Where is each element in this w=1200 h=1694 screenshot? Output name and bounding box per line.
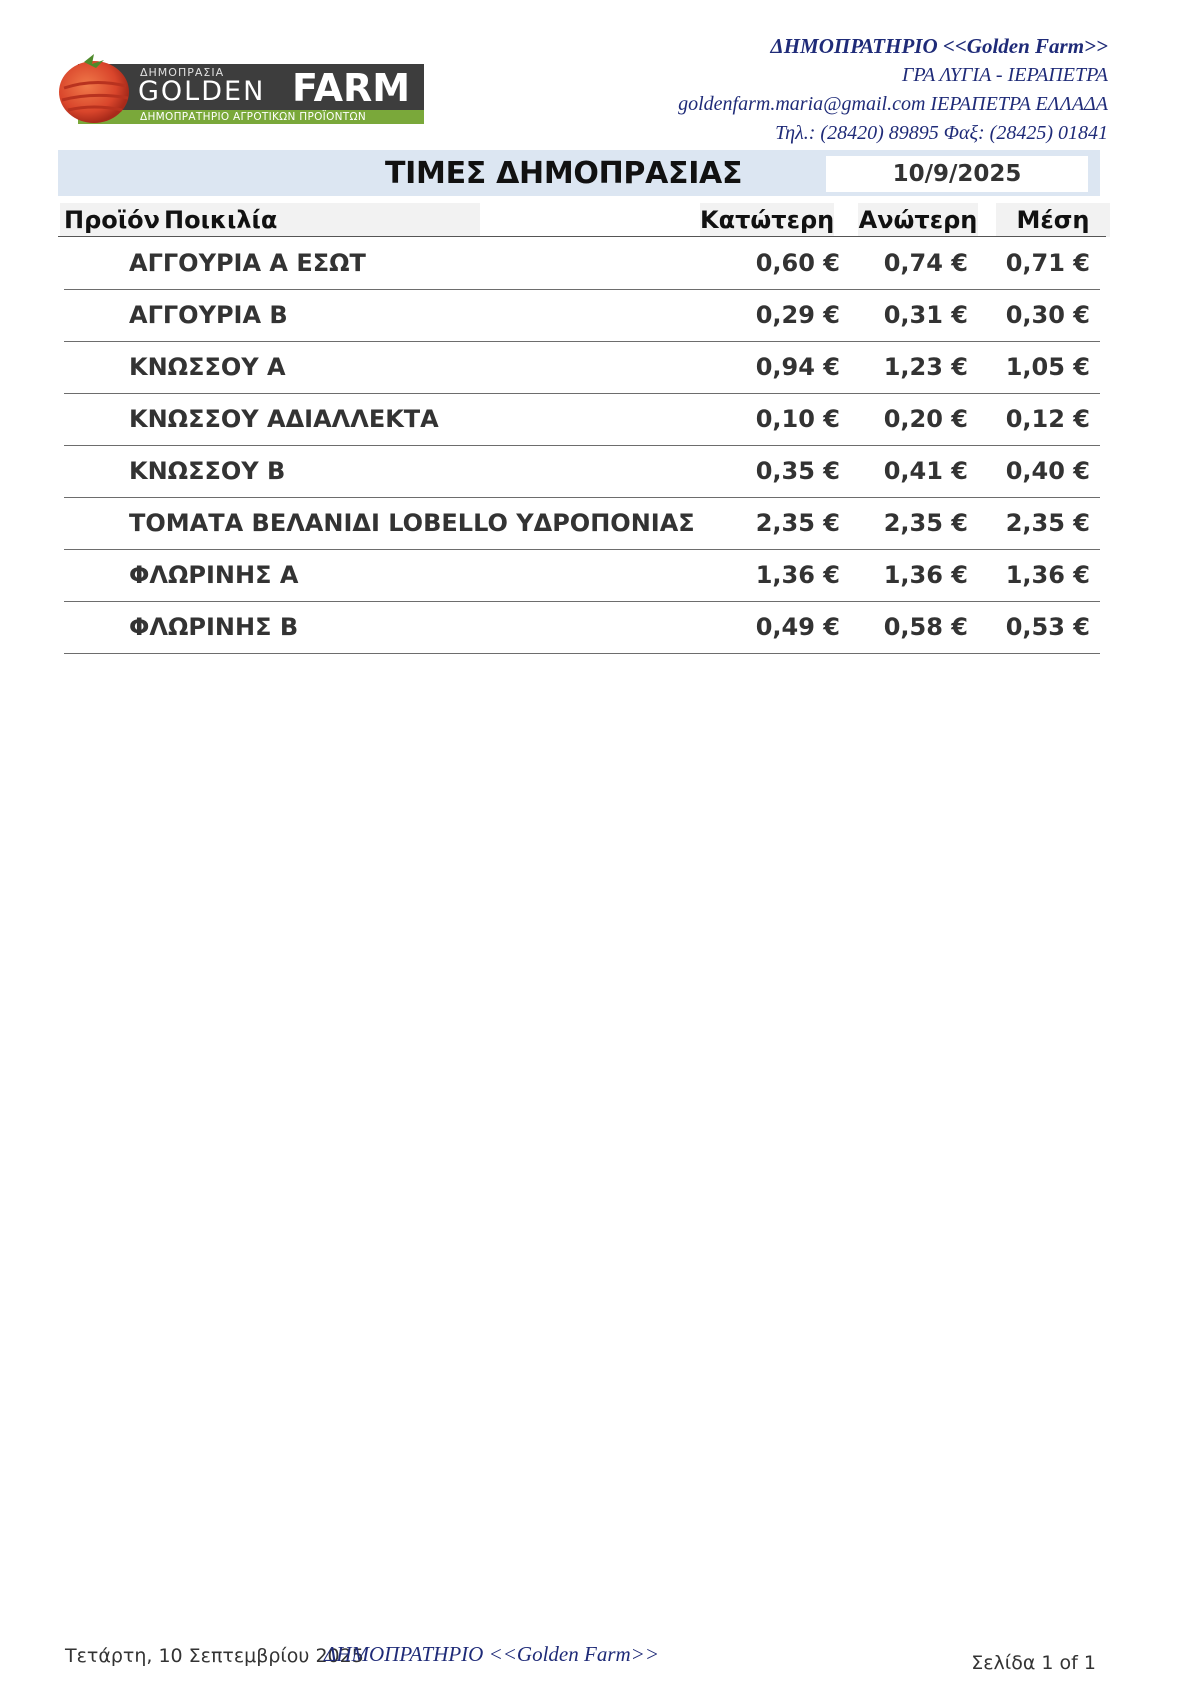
column-header-product: Προϊόν <box>60 203 162 237</box>
row-high-price: 0,41 € <box>883 457 968 485</box>
row-avg-price: 0,12 € <box>1005 405 1090 433</box>
logo-subtitle: ΔΗΜΟΠΡΑΤΗΡΙΟ ΑΓΡΟΤΙΚΩΝ ΠΡΟΪΟΝΤΩΝ <box>140 111 366 123</box>
table-row <box>64 550 1100 602</box>
row-high-price: 1,23 € <box>883 353 968 381</box>
report-date: 10/9/2025 <box>826 156 1088 192</box>
row-variety: ΑΓΓΟΥΡΙΑ Α ΕΣΩΤ <box>129 249 366 277</box>
row-high-price: 1,36 € <box>883 561 968 589</box>
column-header-avg: Μέση <box>996 203 1110 237</box>
row-avg-price: 0,71 € <box>1005 249 1090 277</box>
row-low-price: 0,94 € <box>755 353 840 381</box>
report-title: ΤΙΜΕΣ ΔΗΜΟΠΡΑΣΙΑΣ <box>385 156 743 191</box>
row-variety: ΦΛΩΡΙΝΗΣ Β <box>129 613 299 641</box>
footer-company: ΔΗΜΟΠΡΑΤΗΡΙΟ <<Golden Farm>> <box>324 1642 660 1666</box>
row-high-price: 0,20 € <box>883 405 968 433</box>
logo-small-text: ΔΗΜΟΠΡΑΣΙΑ <box>140 66 225 79</box>
table-row <box>64 238 1100 290</box>
company-logo <box>56 48 426 126</box>
header-divider <box>58 236 1106 237</box>
row-avg-price: 0,53 € <box>1005 613 1090 641</box>
row-high-price: 0,74 € <box>883 249 968 277</box>
row-variety: ΚΝΩΣΣΟΥ ΑΔΙΑΛΛΕΚΤΑ <box>129 405 439 433</box>
company-phones: Τηλ.: (28420) 89895 Φαξ: (28425) 01841 <box>775 122 1108 144</box>
tomato-icon <box>56 48 134 126</box>
footer-page-number: Σελίδα 1 of 1 <box>971 1652 1096 1674</box>
row-low-price: 0,10 € <box>755 405 840 433</box>
footer-date: Τετάρτη, 10 Σεπτεμβρίου 2025 <box>65 1645 364 1667</box>
row-low-price: 2,35 € <box>755 509 840 537</box>
table-row <box>64 342 1100 394</box>
row-avg-price: 1,36 € <box>1005 561 1090 589</box>
logo-golden-text: GOLDEN <box>138 76 266 107</box>
row-high-price: 0,31 € <box>883 301 968 329</box>
row-high-price: 2,35 € <box>883 509 968 537</box>
company-email-city: goldenfarm.maria@gmail.com ΙΕΡΑΠΕΤΡΑ ΕΛΛΑΔΑ <box>678 93 1108 115</box>
row-variety: ΚΝΩΣΣΟΥ Β <box>129 457 286 485</box>
company-contact <box>678 32 1108 148</box>
column-header-high: Ανώτερη <box>858 203 978 237</box>
row-avg-price: 2,35 € <box>1005 509 1090 537</box>
row-low-price: 1,36 € <box>755 561 840 589</box>
row-low-price: 0,60 € <box>755 249 840 277</box>
company-name: ΔΗΜΟΠΡΑΤΗΡΙΟ <<Golden Farm>> <box>770 34 1108 58</box>
table-row <box>64 446 1100 498</box>
column-header-variety: Ποικιλία <box>162 203 480 237</box>
company-area: ΓΡΑ ΛΥΓΙΑ - ΙΕΡΑΠΕΤΡΑ <box>901 64 1108 86</box>
row-low-price: 0,49 € <box>755 613 840 641</box>
row-variety: ΤΟΜΑΤΑ ΒΕΛΑΝΙΔΙ LOBELLO ΥΔΡΟΠΟΝΙΑΣ <box>129 509 695 537</box>
table-row <box>64 394 1100 446</box>
logo-farm-text: FARM <box>292 66 411 110</box>
column-header-low: Κατώτερη <box>700 203 834 237</box>
row-variety: ΑΓΓΟΥΡΙΑ Β <box>129 301 288 329</box>
row-avg-price: 1,05 € <box>1005 353 1090 381</box>
row-variety: ΚΝΩΣΣΟΥ Α <box>129 353 286 381</box>
row-low-price: 0,29 € <box>755 301 840 329</box>
row-high-price: 0,58 € <box>883 613 968 641</box>
row-low-price: 0,35 € <box>755 457 840 485</box>
row-avg-price: 0,30 € <box>1005 301 1090 329</box>
table-row <box>64 290 1100 342</box>
row-variety: ΦΛΩΡΙΝΗΣ Α <box>129 561 299 589</box>
row-avg-price: 0,40 € <box>1005 457 1090 485</box>
price-table <box>64 238 1100 654</box>
table-row <box>64 602 1100 654</box>
table-row <box>64 498 1100 550</box>
